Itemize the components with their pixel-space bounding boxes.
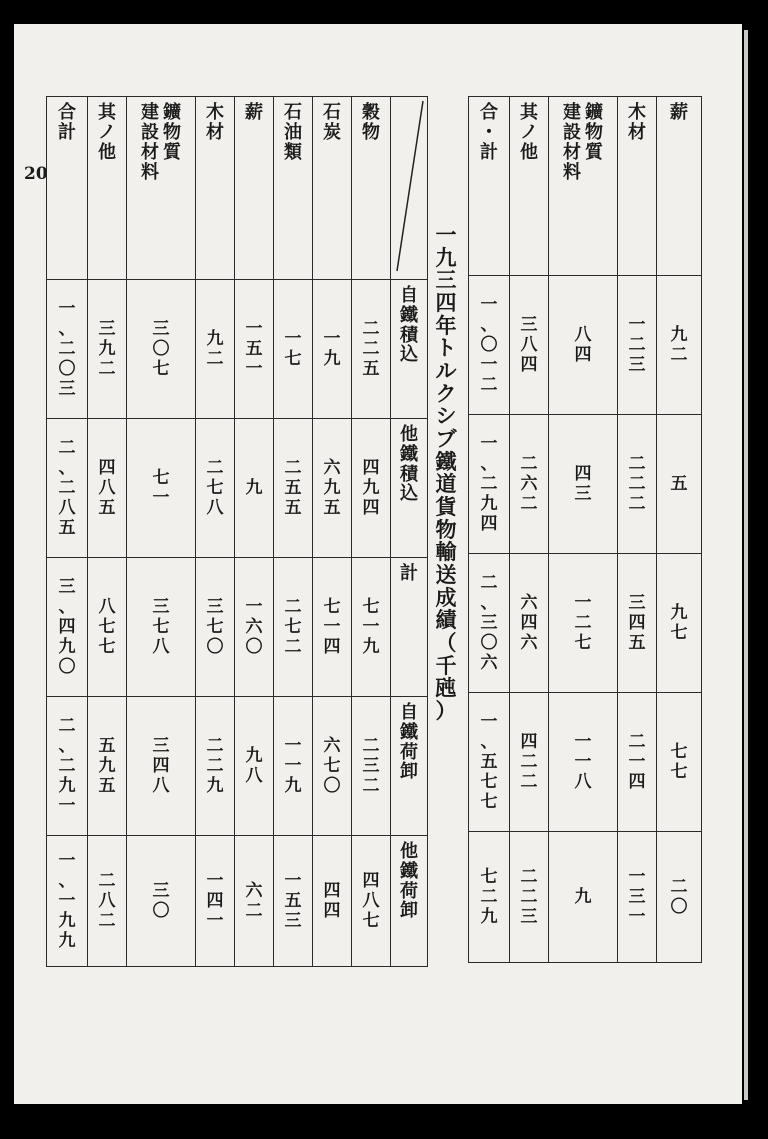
- table-cell: 六 九 五: [313, 419, 352, 558]
- column-header: 木 材: [196, 97, 235, 280]
- column-header: 薪: [235, 97, 274, 280]
- table-row: [47, 280, 428, 419]
- column-header: 合 ・ 計: [469, 97, 510, 276]
- page-number: 20: [24, 164, 48, 184]
- table-cell: 三 七 八: [127, 558, 196, 697]
- table-cell: 一 二 三: [618, 276, 657, 415]
- table-row: [469, 276, 702, 415]
- table-cell: 四 八 五: [88, 419, 127, 558]
- table-cell: 一 一 九: [274, 697, 313, 836]
- table-cell: 九 八: [235, 697, 274, 836]
- table-cell: 一 五 一: [235, 280, 274, 419]
- table-cell: 八 七 七: [88, 558, 127, 697]
- table-cell: 七 一: [127, 419, 196, 558]
- table-cell: 二 五 五: [274, 419, 313, 558]
- left-freight-table: [46, 96, 428, 967]
- column-header: 穀 物: [352, 97, 391, 280]
- table-cell: 九 七: [657, 554, 702, 693]
- column-header: 石 油 類: [274, 97, 313, 280]
- table-cell: 一 、 五 七 七: [469, 693, 510, 832]
- table-cell: 二 八 二: [88, 836, 127, 967]
- table-cell: 九 二: [196, 280, 235, 419]
- row-label: 計: [391, 558, 428, 697]
- table-cell: 二 三 二: [352, 697, 391, 836]
- table-cell: 九: [549, 832, 618, 963]
- table-cell: 八 四: [549, 276, 618, 415]
- table-cell: 三 九 二: [88, 280, 127, 419]
- table-cell: 一 、 二 〇 三: [47, 280, 88, 419]
- table-cell: 四 三: [549, 415, 618, 554]
- table-cell: 五 九 五: [88, 697, 127, 836]
- table-cell: 一 一 八: [549, 693, 618, 832]
- table-cell: 二 二 三: [510, 832, 549, 963]
- table-row: [47, 419, 428, 558]
- document-title: 一 九 三 四 年 ト ル ク シ ブ 鐵 道 貨 物 輸 送 成 績 （ 千 瓲 ）: [435, 222, 457, 724]
- table-cell: 二 二 九: [196, 697, 235, 836]
- table-cell: 一 五 三: [274, 836, 313, 967]
- table-cell: 三 〇: [127, 836, 196, 967]
- column-header: 其 ノ 他: [510, 97, 549, 276]
- table-cell: 一 、 二 九 四: [469, 415, 510, 554]
- table-cell: 三 四 八: [127, 697, 196, 836]
- column-header: 其 ノ 他: [88, 97, 127, 280]
- table-row: [469, 415, 702, 554]
- table-cell: 九 二: [657, 276, 702, 415]
- table-row: [47, 836, 428, 967]
- table-cell: 一 四 一: [196, 836, 235, 967]
- right-freight-table: [468, 96, 702, 963]
- table-cell: 二 七 二: [274, 558, 313, 697]
- column-header: 薪: [657, 97, 702, 276]
- corner-cell: [391, 97, 428, 280]
- table-cell: 三 八 四: [510, 276, 549, 415]
- row-label: 他 鐵 積 込: [391, 419, 428, 558]
- table-row: [47, 558, 428, 697]
- row-label: 自 鐵 荷 卸: [391, 697, 428, 836]
- table-row: [469, 832, 702, 963]
- table-cell: 二 、 三 〇 六: [469, 554, 510, 693]
- row-label: 他 鐵 荷 卸: [391, 836, 428, 967]
- table-cell: 六 七 〇: [313, 697, 352, 836]
- table-cell: 七 一 九: [352, 558, 391, 697]
- table-cell: 七 一 四: [313, 558, 352, 697]
- table-row: [469, 554, 702, 693]
- table-cell: 二 一 四: [618, 693, 657, 832]
- column-header: 木 材: [618, 97, 657, 276]
- table-row: [47, 697, 428, 836]
- table-cell: 六 四 六: [510, 554, 549, 693]
- table-cell: 一 七: [274, 280, 313, 419]
- table-cell: 七 二 九: [469, 832, 510, 963]
- table-cell: 三 、 四 九 〇: [47, 558, 88, 697]
- table-cell: 一 、 〇 一 二: [469, 276, 510, 415]
- column-header: 石 炭: [313, 97, 352, 280]
- table-cell: 一 二 七: [549, 554, 618, 693]
- table-cell: 六 二: [235, 836, 274, 967]
- table-cell: 四 二 二: [510, 693, 549, 832]
- table-cell: 四 八 七: [352, 836, 391, 967]
- column-header: 鑛 物 質 建 設 材 料: [127, 97, 196, 280]
- row-label: 自 鐵 積 込: [391, 280, 428, 419]
- diagonal-line-icon: [391, 97, 427, 275]
- table-row: [469, 693, 702, 832]
- table-cell: 一 、 一 九 九: [47, 836, 88, 967]
- table-cell: 二 二 五: [352, 280, 391, 419]
- table-cell: 七 七: [657, 693, 702, 832]
- table-cell: 三 〇 七: [127, 280, 196, 419]
- table-cell: 二 七 八: [196, 419, 235, 558]
- table-cell: 二 六 二: [510, 415, 549, 554]
- table-cell: 四 四: [313, 836, 352, 967]
- table-cell: 四 九 四: [352, 419, 391, 558]
- table-cell: 二 〇: [657, 832, 702, 963]
- column-header: 鑛 物 質 建 設 材 料: [549, 97, 618, 276]
- column-header: 合 計: [47, 97, 88, 280]
- table-cell: 三 七 〇: [196, 558, 235, 697]
- table-cell: 三 四 五: [618, 554, 657, 693]
- table-cell: 一 六 〇: [235, 558, 274, 697]
- table-cell: 五: [657, 415, 702, 554]
- table-cell: 九: [235, 419, 274, 558]
- table-cell: 二 、 二 八 五: [47, 419, 88, 558]
- page-edge: [744, 30, 748, 1100]
- table-cell: 一 三 一: [618, 832, 657, 963]
- table-cell: 二 、 二 九 一: [47, 697, 88, 836]
- table-cell: 一 九: [313, 280, 352, 419]
- table-cell: 二 二 二: [618, 415, 657, 554]
